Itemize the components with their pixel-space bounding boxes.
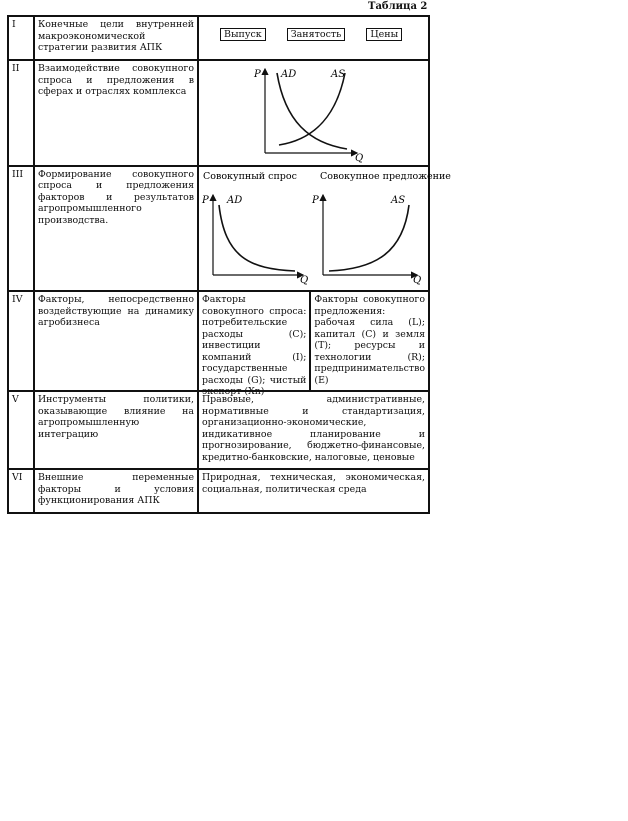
- ad-as-graph-cell: [198, 60, 429, 166]
- row-description: Инструменты политики, оказывающие влияние на агропромышленную интеграцию: [34, 391, 198, 469]
- demand-p-label: P: [202, 194, 209, 206]
- table-row: [8, 291, 429, 391]
- table-row: [8, 469, 429, 513]
- supply-factors: Факторы совокупного предложения: рабочая сила (L); капитал (C) и земля (T); ресурсы и технологии (R); предпринимательство (E): [309, 292, 428, 390]
- row-description: Факторы, непосредственно воздействующие на динамику агробизнеса: [34, 291, 198, 391]
- ad-label: AD: [281, 69, 297, 80]
- row-number: II: [8, 60, 34, 166]
- table-caption: Таблица 2: [368, 1, 428, 12]
- table-row: [8, 16, 429, 60]
- goal-tag-employment: Занятость: [287, 28, 346, 41]
- ad-as-intersection-graph: [199, 61, 427, 164]
- supply-curve-label: AS: [391, 194, 406, 206]
- row-description: Формирование совокупного спроса и предложения факторов и результатов агропромышленного производства.: [34, 166, 198, 292]
- factors-cell: [198, 291, 429, 397]
- supply-p-label: P: [312, 194, 319, 206]
- demand-q-label: Q: [300, 274, 309, 286]
- goal-tag-prices: Цены: [366, 28, 402, 41]
- stage-table: [7, 15, 451, 514]
- row-description: Внешние переменные факторы и условия функционирования АПК: [34, 469, 198, 513]
- table-row: [8, 60, 429, 166]
- external-factors: Природная, техническая, экономическая, социальная, политическая среда: [198, 469, 429, 513]
- row-number: III: [8, 166, 34, 292]
- supply-curve: [329, 205, 409, 271]
- policy-tools: Правовые, административные, нормативные и стандартизация, организационно-экономические, индикативное планирование и прогнозирование, бюджетно-финансовые, кредитно-банковские, налоговые, ценовые: [198, 391, 429, 469]
- row-number: V: [8, 391, 34, 469]
- goals-cell: [198, 16, 429, 60]
- demand-curve: [219, 205, 295, 271]
- q-label: Q: [355, 153, 364, 164]
- row-number: VI: [8, 469, 34, 513]
- row-number: IV: [8, 291, 34, 391]
- demand-factors: Факторы совокупного спроса: потребительские расходы (C); инвестиции компаний (I); государственные расходы (G); чистый экспорт (Xn): [202, 294, 307, 397]
- table-row: [8, 166, 429, 292]
- row-number: I: [8, 16, 34, 60]
- demand-supply-graphs: [199, 167, 451, 287]
- supply-q-label: Q: [413, 274, 422, 286]
- p-label: P: [254, 69, 261, 80]
- goal-tag-output: Выпуск: [220, 28, 266, 41]
- row-description: Взаимодействие совокупного спроса и предложения в сферах и отраслях комплекса: [34, 60, 198, 166]
- as-label: AS: [331, 69, 346, 80]
- table-row: [8, 391, 429, 469]
- demand-title: Совокупный спрос: [203, 170, 297, 182]
- ad-curve: [277, 73, 347, 149]
- supply-title-line: Совокупное предложение: [320, 170, 451, 182]
- demand-curve-label: AD: [227, 194, 243, 206]
- row-description: Конечные цели внутренней макроэкономической стратегии развития АПК: [34, 16, 198, 60]
- demand-supply-cell: [198, 166, 451, 292]
